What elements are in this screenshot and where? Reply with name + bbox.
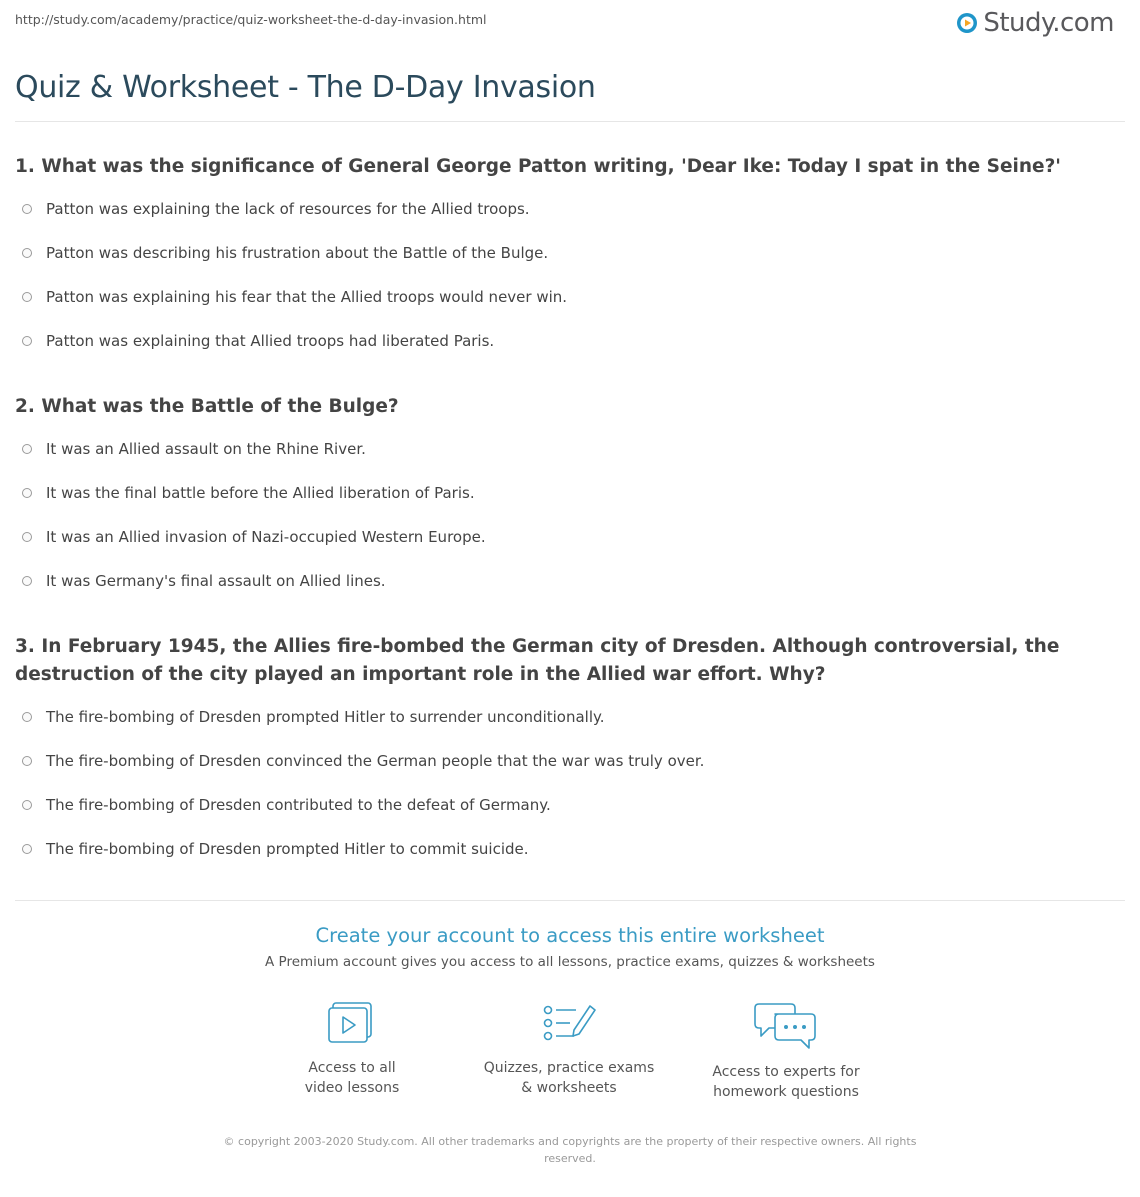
radio-button[interactable] [22,844,32,854]
answer-option[interactable] [22,840,529,858]
option-label: Patton was explaining his fear that the Allied troops would never win. [46,288,568,306]
feature-label: Access to all video lessons [304,1060,400,1096]
radio-button[interactable] [22,444,32,454]
logo-text: Study.com [983,8,1114,38]
page-url: http://study.com/academy/practice/quiz-worksheet-the-d-day-invasion.html [15,12,487,27]
answer-option[interactable] [22,288,567,306]
answer-option[interactable] [22,440,366,458]
radio-button[interactable] [22,532,32,542]
radio-button[interactable] [22,292,32,302]
page-title: Quiz & Worksheet - The D-Day Invasion [15,70,596,105]
question-1: 1. What was the significance of General George Patton writing, 'Dear Ike: Today I spat in the Seine?' [15,156,1061,177]
radio-button[interactable] [22,336,32,346]
radio-button[interactable] [22,204,32,214]
divider [15,900,1125,901]
radio-button[interactable] [22,756,32,766]
option-label: The fire-bombing of Dresden prompted Hitler to surrender unconditionally. [46,708,605,726]
question-2: 2. What was the Battle of the Bulge? [15,396,399,417]
option-label: It was the final battle before the Allied liberation of Paris. [46,484,475,502]
option-label: Patton was describing his frustration about the Battle of the Bulge. [46,244,549,262]
answer-option[interactable] [22,244,548,262]
copyright-notice: © copyright 2003-2020 Study.com. All other trademarks and copyrights are the property of their respective owners. All rights reserved. [223,1135,917,1165]
option-label: It was an Allied assault on the Rhine River. [46,440,366,458]
feature-quizzes [469,1000,669,1098]
premium-description: A Premium account gives you access to all lessons, practice exams, quizzes & worksheets [265,954,875,970]
radio-button[interactable] [22,576,32,586]
answer-option[interactable] [22,484,475,502]
question-3: 3. In February 1945, the Allies fire-bombed the German city of Dresden. Although controversial, the destruction of the city played an important role in the Allied war effort. Why? [15,636,1060,685]
answer-option[interactable] [22,796,551,814]
feature-experts [686,1000,886,1102]
answer-option[interactable] [22,708,605,726]
option-label: Patton was explaining the lack of resources for the Allied troops. [46,200,530,218]
answer-option[interactable] [22,200,530,218]
chat-bubbles-icon [753,1000,819,1052]
feature-label: Access to experts for homework questions [712,1064,860,1100]
radio-button[interactable] [22,800,32,810]
option-label: It was Germany's final assault on Allied lines. [46,572,386,590]
option-label: The fire-bombing of Dresden prompted Hitler to commit suicide. [46,840,529,858]
study-logo[interactable] [956,8,1114,38]
option-label: Patton was explaining that Allied troops had liberated Paris. [46,332,495,350]
play-logo-icon [956,12,978,34]
option-label: The fire-bombing of Dresden convinced the German people that the war was truly over. [46,752,705,770]
radio-button[interactable] [22,488,32,498]
radio-button[interactable] [22,712,32,722]
divider [15,121,1125,122]
answer-option[interactable] [22,332,494,350]
feature-label: Quizzes, practice exams & worksheets [483,1060,655,1096]
quiz-checklist-icon [540,1000,598,1048]
feature-video-lessons [252,1000,452,1098]
answer-option[interactable] [22,752,704,770]
option-label: It was an Allied invasion of Nazi-occupied Western Europe. [46,528,486,546]
radio-button[interactable] [22,248,32,258]
answer-option[interactable] [22,528,486,546]
option-label: The fire-bombing of Dresden contributed to the defeat of Germany. [46,796,551,814]
video-lessons-icon [325,1000,379,1048]
answer-option[interactable] [22,572,386,590]
create-account-link[interactable]: Create your account to access this entire worksheet [315,924,825,947]
